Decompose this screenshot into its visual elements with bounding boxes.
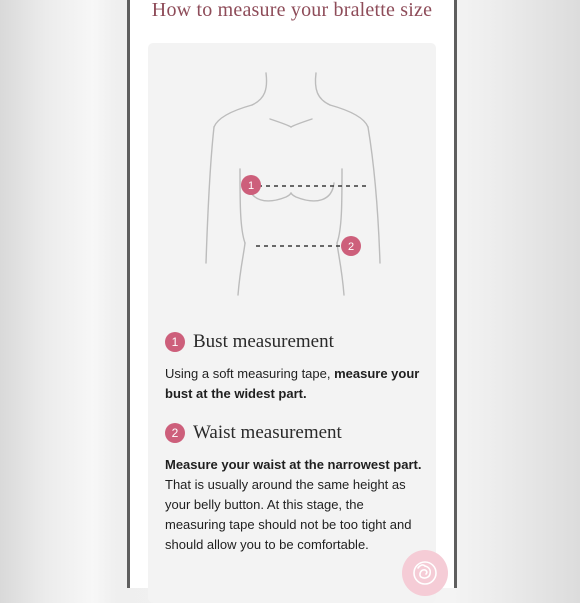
bust-heading (165, 330, 425, 354)
waist-marker-number: 2 (347, 241, 355, 253)
bust-measurement-section (165, 330, 425, 404)
bust-text-plain: Using a soft measuring tape, (165, 366, 335, 381)
rose-chat-button[interactable] (402, 550, 448, 596)
torso-outline-icon (148, 43, 436, 313)
waist-heading-text: Waist measurement (193, 422, 342, 443)
measurement-card (148, 43, 436, 603)
torso-illustration (148, 43, 436, 313)
rose-icon (410, 558, 440, 588)
waist-instructions (165, 455, 425, 555)
bust-heading-text: Bust measurement (193, 331, 334, 352)
page-title: How to measure your bralette size (151, 0, 433, 21)
bust-marker-number: 1 (247, 180, 255, 192)
waist-text-plain: That is usually around the same height as your belly button. At this stage, the measuring tape should not be too tight and should allow you to be comfortable. (165, 477, 412, 552)
waist-measurement-section (165, 421, 425, 555)
phone-frame (127, 0, 457, 588)
bust-instructions (165, 364, 425, 404)
step-number-badge: 2 (165, 423, 185, 443)
bust-text-bold: measure your bust at the widest part. (165, 366, 420, 401)
waist-text-bold: Measure your waist at the narrowest part. (165, 457, 422, 472)
step-number-badge: 1 (165, 332, 185, 352)
waist-heading (165, 421, 425, 445)
